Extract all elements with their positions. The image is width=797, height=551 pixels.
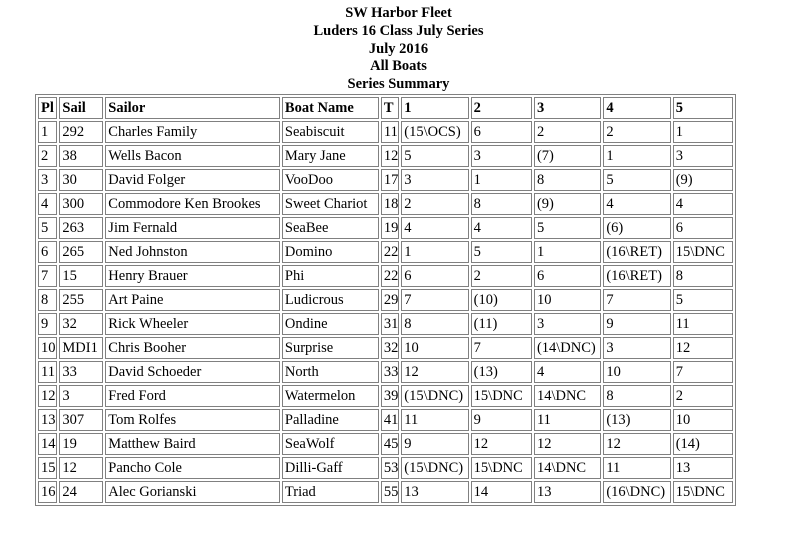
cell-race-5: (14) [673, 433, 733, 455]
cell-race-1: 12 [401, 361, 468, 383]
cell-total-points: 18 [381, 193, 399, 215]
cell-sailor: David Folger [105, 169, 280, 191]
page-header [0, 5, 797, 94]
cell-boat-name: Surprise [282, 337, 379, 359]
table-row [38, 457, 733, 479]
cell-race-5: 11 [673, 313, 733, 335]
cell-sailor: Henry Brauer [105, 265, 280, 287]
cell-race-5: 1 [673, 121, 733, 143]
cell-sail-number: 12 [59, 457, 103, 479]
cell-boat-name: Dilli-Gaff [282, 457, 379, 479]
cell-place: 9 [38, 313, 57, 335]
cell-total-points: 39 [381, 385, 399, 407]
cell-place: 10 [38, 337, 57, 359]
cell-race-1: 9 [401, 433, 468, 455]
cell-race-2: 12 [471, 433, 532, 455]
cell-sailor: Matthew Baird [105, 433, 280, 455]
table-row [38, 121, 733, 143]
cell-boat-name: Phi [282, 265, 379, 287]
cell-race-5: 5 [673, 289, 733, 311]
cell-race-1: 7 [401, 289, 468, 311]
cell-race-5: 15\DNC [673, 241, 733, 263]
cell-sail-number: 292 [59, 121, 103, 143]
table-row [38, 145, 733, 167]
table-row [38, 193, 733, 215]
column-header-race-5: 5 [673, 97, 733, 119]
cell-race-4: 10 [603, 361, 670, 383]
cell-race-3: 14\DNC [534, 385, 601, 407]
cell-race-4: 8 [603, 385, 670, 407]
cell-sail-number: 33 [59, 361, 103, 383]
column-header-race-2: 2 [471, 97, 532, 119]
cell-sail-number: 265 [59, 241, 103, 263]
cell-race-2: 9 [471, 409, 532, 431]
cell-race-2: 15\DNC [471, 385, 532, 407]
cell-race-1: (15\OCS) [401, 121, 468, 143]
cell-race-5: 8 [673, 265, 733, 287]
division-title: All Boats [370, 58, 427, 75]
cell-race-5: 10 [673, 409, 733, 431]
cell-race-4: 12 [603, 433, 670, 455]
cell-race-4: 5 [603, 169, 670, 191]
cell-sail-number: 263 [59, 217, 103, 239]
cell-total-points: 22 [381, 265, 399, 287]
cell-race-5: 2 [673, 385, 733, 407]
cell-sailor: Ned Johnston [105, 241, 280, 263]
table-row [38, 169, 733, 191]
cell-sail-number: 24 [59, 481, 103, 503]
cell-boat-name: Mary Jane [282, 145, 379, 167]
cell-boat-name: Watermelon [282, 385, 379, 407]
cell-race-2: (11) [471, 313, 532, 335]
cell-place: 6 [38, 241, 57, 263]
column-header-boat-name: Boat Name [282, 97, 379, 119]
cell-total-points: 53 [381, 457, 399, 479]
cell-sailor: Charles Family [105, 121, 280, 143]
cell-race-5: 3 [673, 145, 733, 167]
cell-race-3: (7) [534, 145, 601, 167]
cell-race-1: 8 [401, 313, 468, 335]
cell-race-3: (9) [534, 193, 601, 215]
cell-race-2: 7 [471, 337, 532, 359]
results-body [38, 121, 733, 503]
cell-total-points: 33 [381, 361, 399, 383]
cell-sailor: David Schoeder [105, 361, 280, 383]
cell-race-4: 9 [603, 313, 670, 335]
cell-place: 3 [38, 169, 57, 191]
cell-boat-name: Palladine [282, 409, 379, 431]
cell-boat-name: Ondine [282, 313, 379, 335]
table-row [38, 337, 733, 359]
cell-race-2: 3 [471, 145, 532, 167]
cell-race-2: (13) [471, 361, 532, 383]
fleet-title: SW Harbor Fleet [345, 5, 452, 21]
cell-race-1: 2 [401, 193, 468, 215]
cell-race-3: 2 [534, 121, 601, 143]
cell-sailor: Tom Rolfes [105, 409, 280, 431]
cell-sail-number: 255 [59, 289, 103, 311]
cell-race-2: (10) [471, 289, 532, 311]
cell-race-3: 3 [534, 313, 601, 335]
cell-race-5: 4 [673, 193, 733, 215]
cell-sail-number: 32 [59, 313, 103, 335]
cell-race-2: 5 [471, 241, 532, 263]
cell-boat-name: Ludicrous [282, 289, 379, 311]
cell-race-3: 13 [534, 481, 601, 503]
date-title: July 2016 [368, 40, 429, 57]
column-header-sailor: Sailor [105, 97, 280, 119]
cell-race-4: (6) [603, 217, 670, 239]
cell-race-4: (16\RET) [603, 241, 670, 263]
cell-race-4: (16\DNC) [603, 481, 670, 503]
cell-race-3: 4 [534, 361, 601, 383]
cell-place: 1 [38, 121, 57, 143]
table-row [38, 265, 733, 287]
cell-race-1: 1 [401, 241, 468, 263]
cell-race-3: 12 [534, 433, 601, 455]
cell-sail-number: 30 [59, 169, 103, 191]
cell-race-2: 4 [471, 217, 532, 239]
cell-race-4: 1 [603, 145, 670, 167]
cell-place: 15 [38, 457, 57, 479]
cell-sail-number: 307 [59, 409, 103, 431]
cell-race-1: 5 [401, 145, 468, 167]
cell-place: 5 [38, 217, 57, 239]
cell-race-3: 5 [534, 217, 601, 239]
cell-race-2: 1 [471, 169, 532, 191]
cell-boat-name: VooDoo [282, 169, 379, 191]
cell-race-1: 4 [401, 217, 468, 239]
cell-boat-name: Triad [282, 481, 379, 503]
cell-race-4: (16\RET) [603, 265, 670, 287]
cell-race-4: 3 [603, 337, 670, 359]
cell-sail-number: MDI1 [59, 337, 103, 359]
cell-boat-name: North [282, 361, 379, 383]
column-header-sail: Sail [59, 97, 103, 119]
cell-race-2: 8 [471, 193, 532, 215]
cell-total-points: 55 [381, 481, 399, 503]
table-row [38, 385, 733, 407]
cell-race-3: 8 [534, 169, 601, 191]
table-row [38, 289, 733, 311]
results-table [35, 94, 736, 506]
cell-sail-number: 300 [59, 193, 103, 215]
cell-race-4: 7 [603, 289, 670, 311]
cell-race-4: 2 [603, 121, 670, 143]
cell-sail-number: 38 [59, 145, 103, 167]
cell-sail-number: 3 [59, 385, 103, 407]
cell-sail-number: 19 [59, 433, 103, 455]
column-header-race-1: 1 [401, 97, 468, 119]
cell-sailor: Pancho Cole [105, 457, 280, 479]
summary-title: Series Summary [347, 76, 450, 93]
cell-total-points: 29 [381, 289, 399, 311]
cell-boat-name: SeaBee [282, 217, 379, 239]
cell-sailor: Fred Ford [105, 385, 280, 407]
column-header-total: T [381, 97, 399, 119]
cell-total-points: 11 [381, 121, 399, 143]
cell-place: 16 [38, 481, 57, 503]
cell-race-4: 4 [603, 193, 670, 215]
cell-place: 4 [38, 193, 57, 215]
cell-place: 13 [38, 409, 57, 431]
column-header-race-4: 4 [603, 97, 670, 119]
cell-boat-name: SeaWolf [282, 433, 379, 455]
cell-race-3: (14\DNC) [534, 337, 601, 359]
cell-race-2: 6 [471, 121, 532, 143]
cell-boat-name: Seabiscuit [282, 121, 379, 143]
cell-sailor: Jim Fernald [105, 217, 280, 239]
cell-place: 7 [38, 265, 57, 287]
cell-race-3: 11 [534, 409, 601, 431]
cell-total-points: 41 [381, 409, 399, 431]
table-row [38, 433, 733, 455]
cell-race-5: 12 [673, 337, 733, 359]
cell-race-5: 7 [673, 361, 733, 383]
cell-race-5: (9) [673, 169, 733, 191]
cell-race-1: 13 [401, 481, 468, 503]
cell-race-3: 10 [534, 289, 601, 311]
cell-total-points: 22 [381, 241, 399, 263]
cell-total-points: 19 [381, 217, 399, 239]
cell-total-points: 32 [381, 337, 399, 359]
cell-race-1: 3 [401, 169, 468, 191]
cell-race-3: 1 [534, 241, 601, 263]
cell-place: 2 [38, 145, 57, 167]
cell-boat-name: Sweet Chariot [282, 193, 379, 215]
cell-sailor: Wells Bacon [105, 145, 280, 167]
table-row [38, 409, 733, 431]
cell-place: 8 [38, 289, 57, 311]
cell-place: 12 [38, 385, 57, 407]
cell-sailor: Alec Gorianski [105, 481, 280, 503]
cell-race-2: 14 [471, 481, 532, 503]
cell-race-1: (15\DNC) [401, 385, 468, 407]
cell-race-2: 2 [471, 265, 532, 287]
table-row [38, 361, 733, 383]
cell-sailor: Commodore Ken Brookes [105, 193, 280, 215]
table-row [38, 241, 733, 263]
cell-race-3: 14\DNC [534, 457, 601, 479]
cell-place: 11 [38, 361, 57, 383]
column-header-place: Pl [38, 97, 57, 119]
cell-sailor: Chris Booher [105, 337, 280, 359]
cell-race-5: 6 [673, 217, 733, 239]
cell-race-1: 10 [401, 337, 468, 359]
cell-sailor: Rick Wheeler [105, 313, 280, 335]
table-row [38, 217, 733, 239]
cell-race-4: 11 [603, 457, 670, 479]
cell-sailor: Art Paine [105, 289, 280, 311]
cell-place: 14 [38, 433, 57, 455]
cell-race-5: 15\DNC [673, 481, 733, 503]
header-row [38, 97, 733, 119]
cell-total-points: 45 [381, 433, 399, 455]
table-row [38, 313, 733, 335]
cell-race-1: 11 [401, 409, 468, 431]
cell-race-4: (13) [603, 409, 670, 431]
table-row [38, 481, 733, 503]
cell-race-3: 6 [534, 265, 601, 287]
cell-race-1: (15\DNC) [401, 457, 468, 479]
cell-total-points: 31 [381, 313, 399, 335]
cell-total-points: 17 [381, 169, 399, 191]
cell-race-2: 15\DNC [471, 457, 532, 479]
cell-sail-number: 15 [59, 265, 103, 287]
cell-total-points: 12 [381, 145, 399, 167]
cell-race-5: 13 [673, 457, 733, 479]
cell-boat-name: Domino [282, 241, 379, 263]
series-title: Luders 16 Class July Series [313, 22, 484, 39]
column-header-race-3: 3 [534, 97, 601, 119]
cell-race-1: 6 [401, 265, 468, 287]
